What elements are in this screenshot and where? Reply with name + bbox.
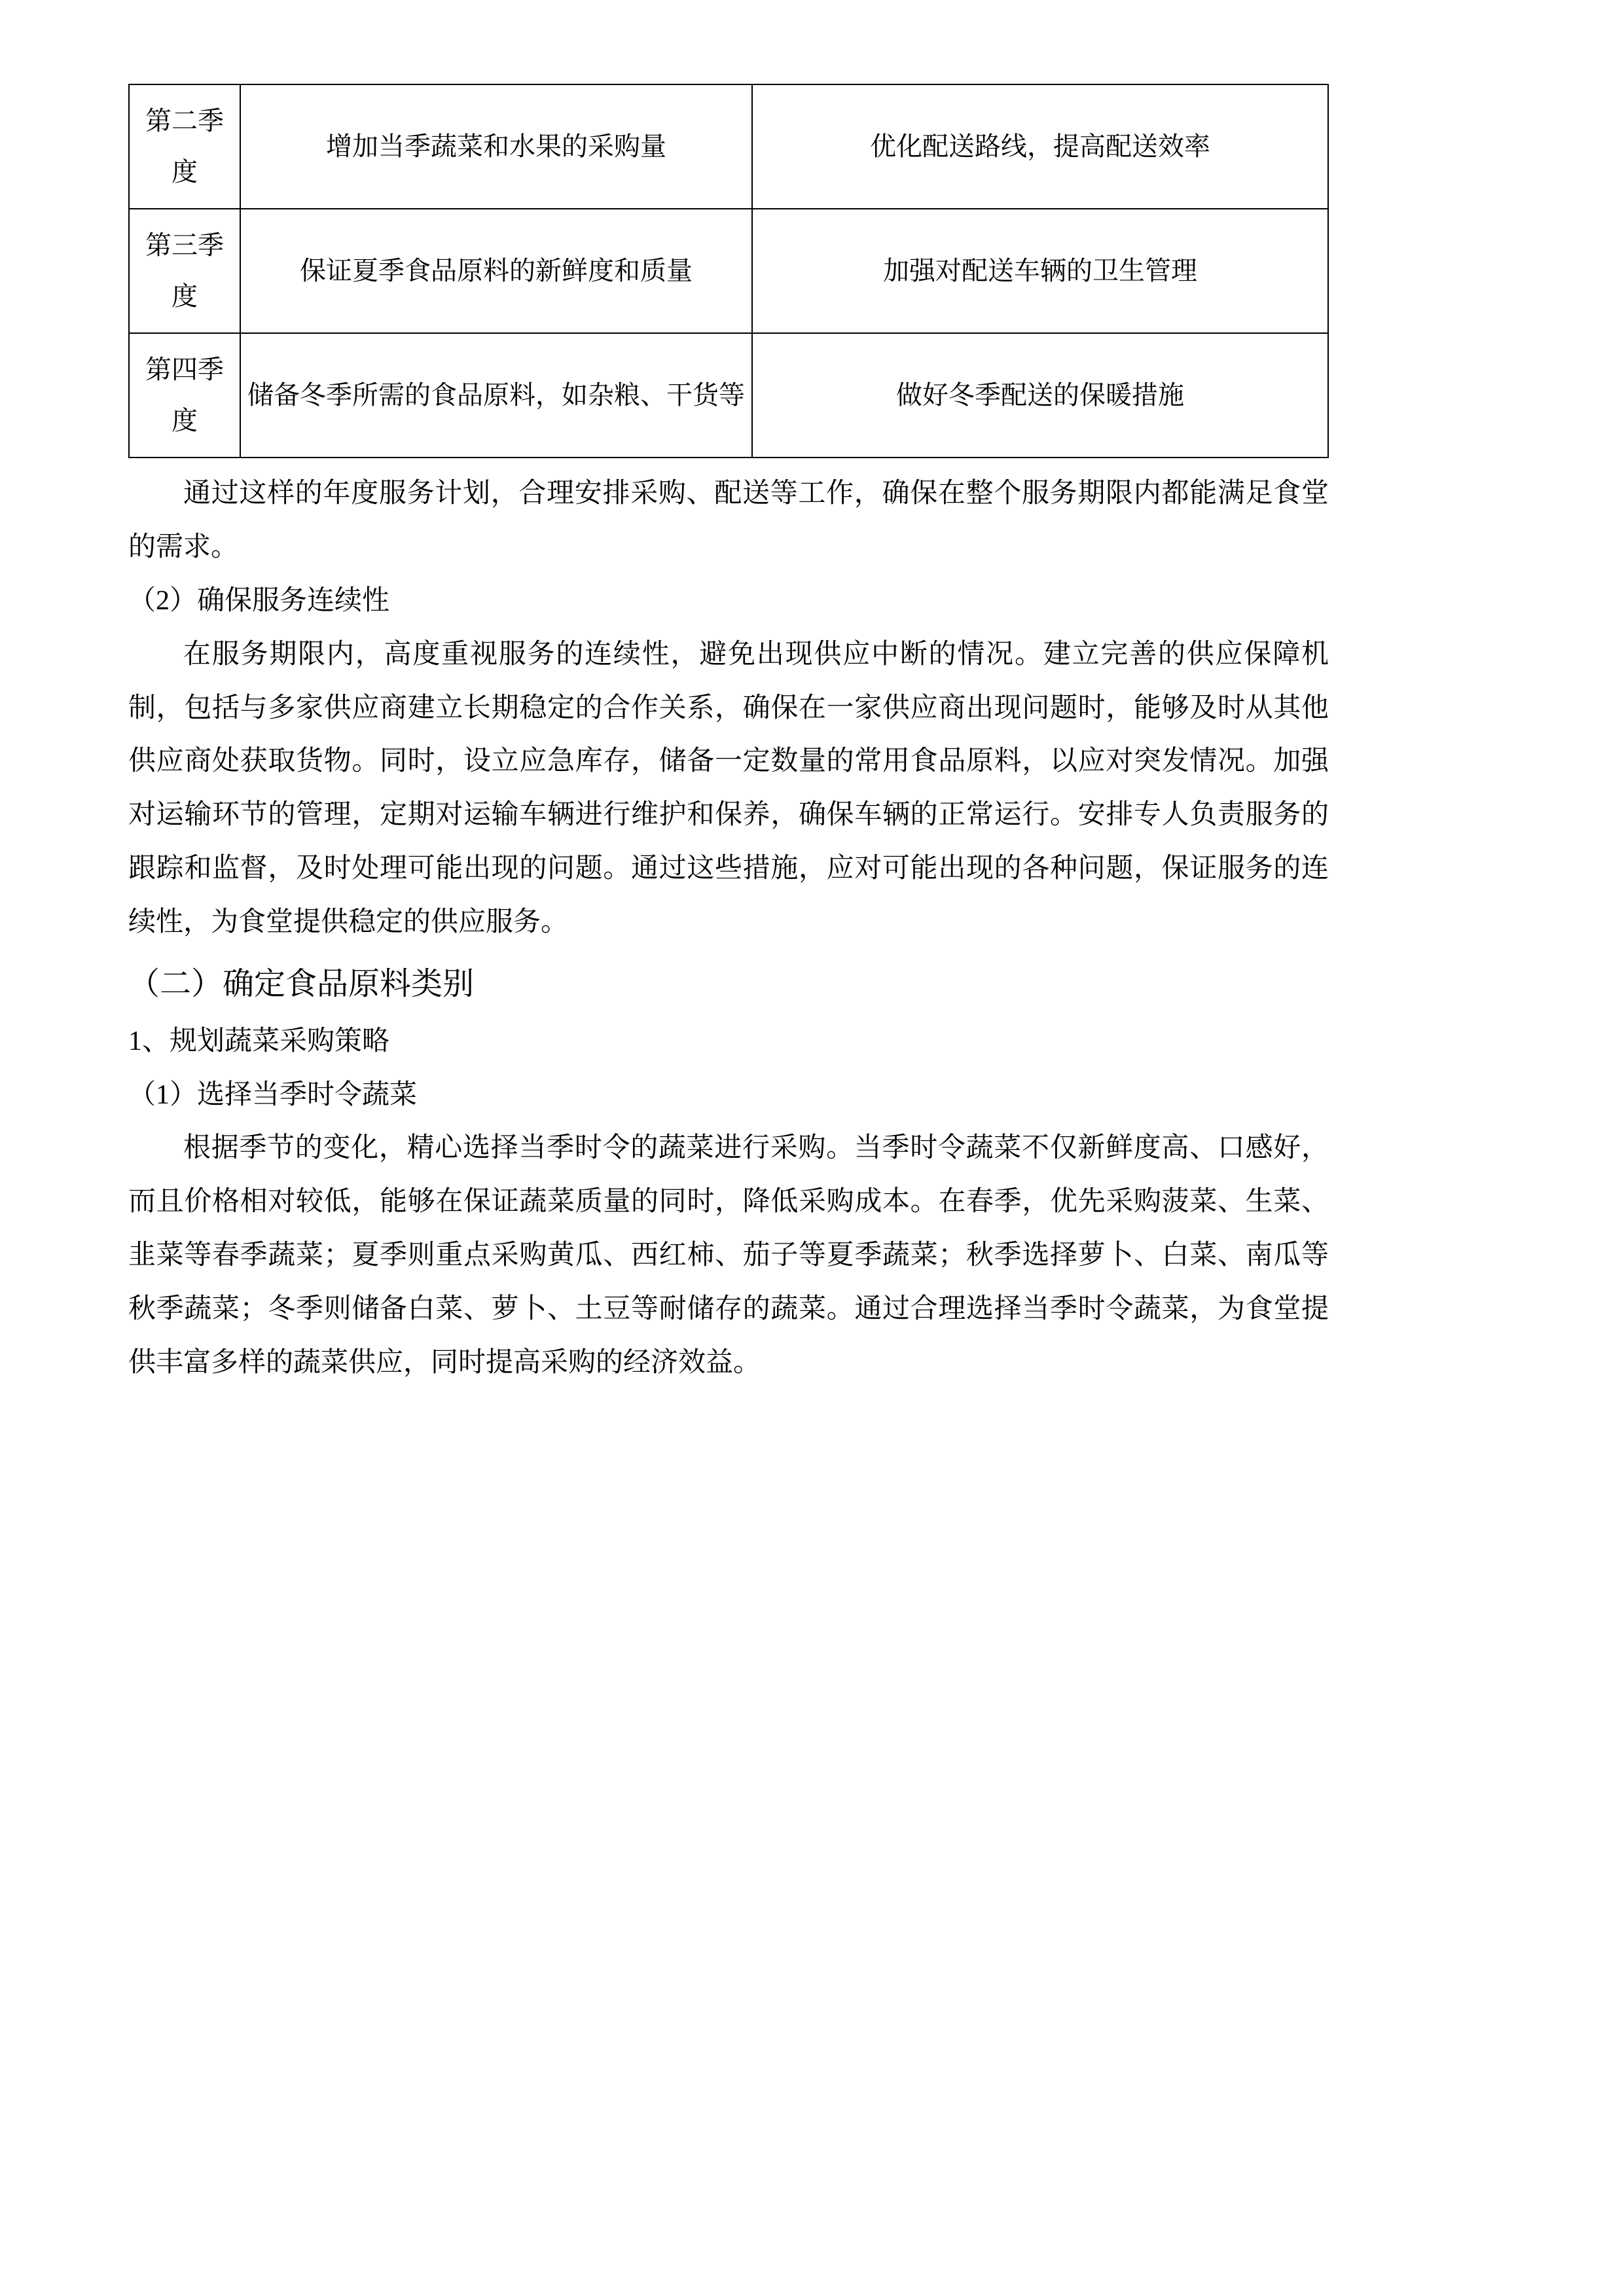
table-cell-season: 第三季度 bbox=[129, 209, 240, 333]
table-row bbox=[129, 84, 1328, 209]
table-cell-distribution: 加强对配送车辆的卫生管理 bbox=[752, 209, 1328, 333]
table-cell-season: 第二季度 bbox=[129, 84, 240, 209]
table-cell-procurement: 储备冬季所需的食品原料，如杂粮、干货等 bbox=[240, 333, 752, 457]
spacer bbox=[128, 458, 1329, 467]
heading-plan-vegetable-procurement-strategy: 1、规划蔬菜采购策略 bbox=[128, 1026, 390, 1056]
table-body bbox=[129, 84, 1328, 457]
paragraph-after-table: 通过这样的年度服务计划，合理安排采购、配送等工作，确保在整个服务期限内都能满足食堂的需求。 bbox=[128, 478, 1329, 562]
paragraph-seasonal-vegetables: 根据季节的变化，精心选择当季时令的蔬菜进行采购。当季时令蔬菜不仅新鲜度高、口感好，而且价格相对较低，能够在保证蔬菜质量的同时，降低采购成本。在春季，优先采购菠菜、生菜、韭菜等春季蔬菜；夏季则重点采购黄瓜、西红柿、茄子等夏季蔬菜；秋季选择萝卜、白菜、南瓜等秋季蔬菜；冬季则储备白菜、萝卜、土豆等耐储存的蔬菜。通过合理选择当季时令蔬菜，为食堂提供丰富多样的蔬菜供应，同时提高采购的经济效益。 bbox=[128, 1133, 1329, 1378]
table-cell-procurement: 增加当季蔬菜和水果的采购量 bbox=[240, 84, 752, 209]
annual-service-plan-table bbox=[128, 84, 1329, 458]
table-cell-procurement: 保证夏季食品原料的新鲜度和质量 bbox=[240, 209, 752, 333]
heading-select-seasonal-vegetables: （1）选择当季时令蔬菜 bbox=[128, 1079, 418, 1110]
page-content bbox=[128, 84, 1329, 1390]
table-row bbox=[129, 333, 1328, 457]
heading-ensure-service-continuity: （2）确保服务连续性 bbox=[128, 585, 390, 616]
table-row bbox=[129, 209, 1328, 333]
table-cell-season: 第四季度 bbox=[129, 333, 240, 457]
heading-determine-food-material-categories: （二）确定食品原料类别 bbox=[128, 967, 475, 1002]
table-cell-distribution: 优化配送路线，提高配送效率 bbox=[752, 84, 1328, 209]
paragraph-service-continuity: 在服务期限内，高度重视服务的连续性，避免出现供应中断的情况。建立完善的供应保障机制，包括与多家供应商建立长期稳定的合作关系，确保在一家供应商出现问题时，能够及时从其他供应商处获取货物。同时，设立应急库存，储备一定数量的常用食品原料，以应对突发情况。加强对运输环节的管理，定期对运输车辆进行维护和保养，确保车辆的正常运行。安排专人负责服务的跟踪和监督，及时处理可能出现的问题。通过这些措施，应对可能出现的各种问题，保证服务的连续性，为食堂提供稳定的供应服务。 bbox=[128, 639, 1329, 938]
table-cell-distribution: 做好冬季配送的保暖措施 bbox=[752, 333, 1328, 457]
